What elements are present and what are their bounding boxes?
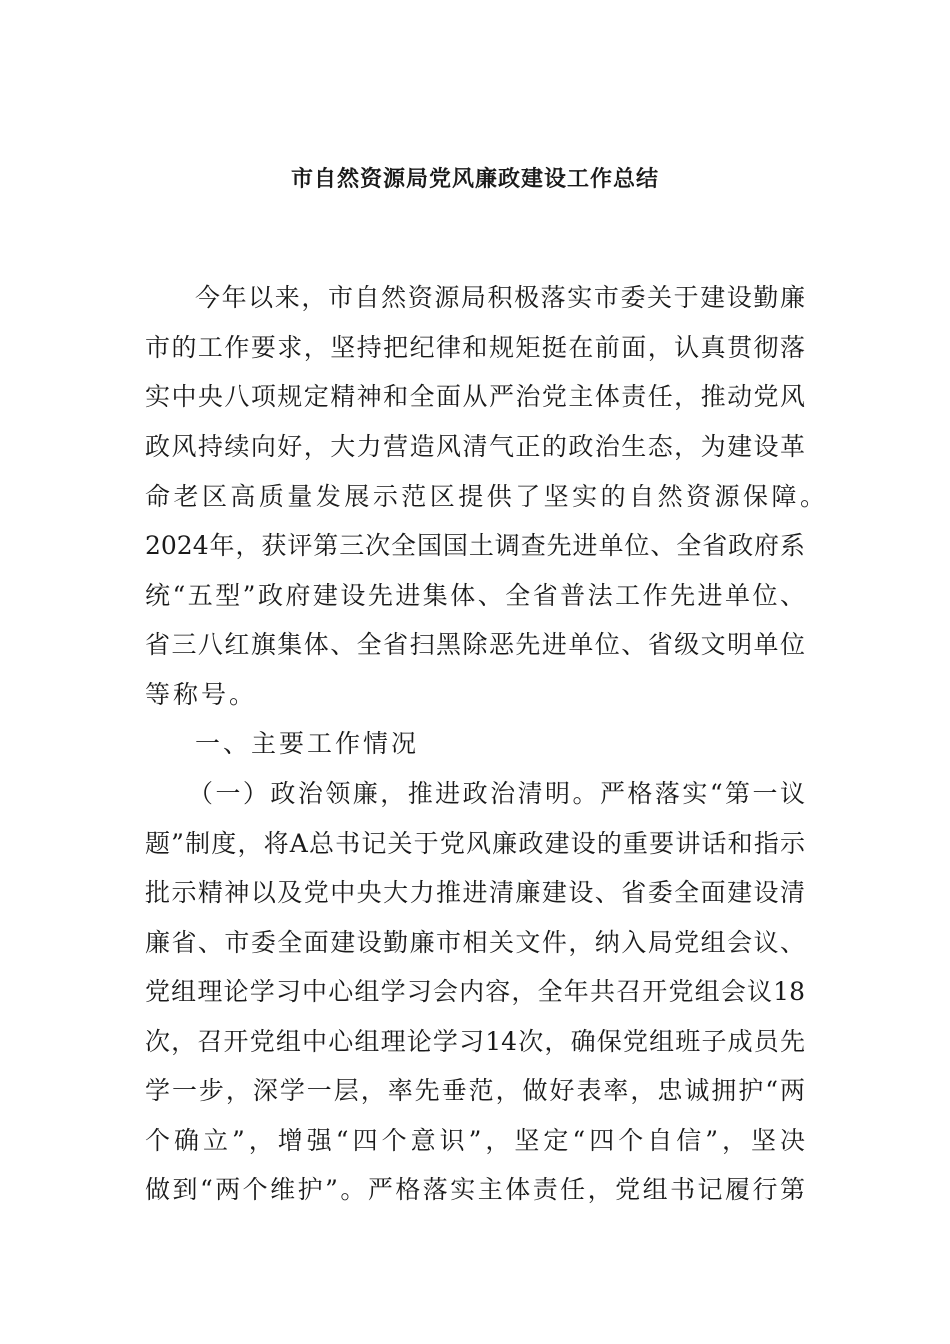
paragraph-line: 次，召开党组中心组理论学习14次，确保党组班子成员先 xyxy=(145,1027,805,1056)
paragraph-line: （一）政治领廉，推进政治清明。严格落实“第一议 xyxy=(188,779,805,808)
paragraph-line: 今年以来，市自然资源局积极落实市委关于建设勤廉 xyxy=(195,283,805,312)
paragraph-line: 省三八红旗集体、全省扫黑除恶先进单位、省级文明单位 xyxy=(145,630,805,659)
paragraph-line: 2024年，获评第三次全国国土调查先进单位、全省政府系 xyxy=(145,531,805,560)
paragraph-line: 统“五型”政府建设先进集体、全省普法工作先进单位、 xyxy=(145,581,805,610)
paragraph-line: 政风持续向好，大力营造风清气正的政治生态，为建设革 xyxy=(145,432,805,461)
paragraph-line: 廉省、市委全面建设勤廉市相关文件，纳入局党组会议、 xyxy=(145,928,805,957)
paragraph-line: 个确立”，增强“四个意识”，坚定“四个自信”，坚决 xyxy=(145,1126,805,1155)
paragraph-line: 党组理论学习中心组学习会内容，全年共召开党组会议18 xyxy=(145,977,805,1006)
paragraph-line: 批示精神以及党中央大力推进清廉建设、省委全面建设清 xyxy=(145,878,805,907)
paragraph-line: 市的工作要求，坚持把纪律和规矩挺在前面，认真贯彻落 xyxy=(145,333,805,362)
section-heading: 一、主要工作情况 xyxy=(195,729,420,758)
document-title: 市自然资源局党风廉政建设工作总结 xyxy=(290,167,659,192)
paragraph-line: 命老区高质量发展示范区提供了坚实的自然资源保障。 xyxy=(145,482,825,511)
paragraph-line: 题”制度，将A总书记关于党风廉政建设的重要讲话和指示 xyxy=(145,829,805,858)
paragraph-line: 等称号。 xyxy=(145,680,258,709)
paragraph-line: 学一步，深学一层，率先垂范，做好表率，忠诚拥护“两 xyxy=(145,1076,805,1105)
paragraph-line: 做到“两个维护”。严格落实主体责任，党组书记履行第 xyxy=(145,1175,805,1204)
paragraph-line: 实中央八项规定精神和全面从严治党主体责任，推动党风 xyxy=(145,382,805,411)
